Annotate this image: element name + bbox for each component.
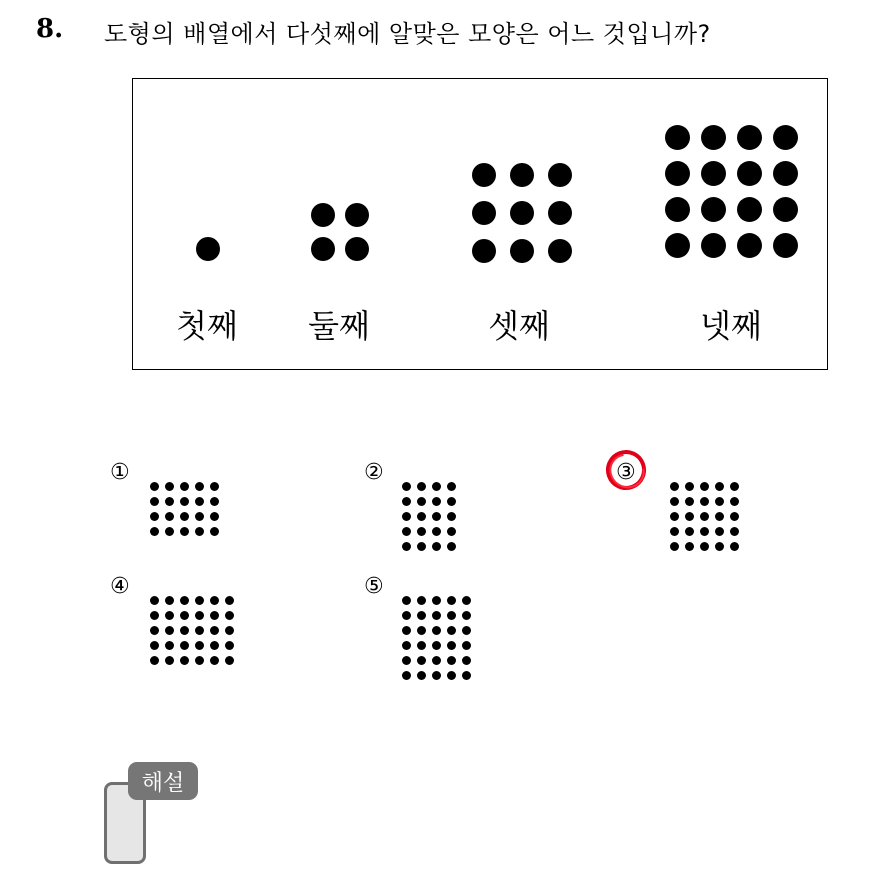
choice-3-dot bbox=[730, 527, 739, 536]
choice-5-dot bbox=[417, 611, 426, 620]
choice-2-dot bbox=[447, 512, 456, 521]
choice-2-dot bbox=[432, 482, 441, 491]
choice-1-dot bbox=[150, 527, 159, 536]
choice-5-dot bbox=[402, 671, 411, 680]
stage-4-dot bbox=[701, 161, 726, 186]
choice-4-dot bbox=[180, 641, 189, 650]
choice-1-dot bbox=[165, 497, 174, 506]
stage-4-dot bbox=[701, 197, 726, 222]
choice-1-dot bbox=[195, 512, 204, 521]
stage-4-dot bbox=[773, 161, 798, 186]
choice-2-dot bbox=[402, 527, 411, 536]
choice-5-dot bbox=[462, 626, 471, 635]
choice-4-dot bbox=[225, 656, 234, 665]
choice-4-dot bbox=[165, 596, 174, 605]
stage-label-2: 둘째 bbox=[308, 307, 370, 345]
choice-5-dot bbox=[402, 596, 411, 605]
stage-2-dot bbox=[345, 237, 369, 261]
choice-3-dot bbox=[730, 497, 739, 506]
choice-5-dot bbox=[447, 671, 456, 680]
choice-4-dot bbox=[165, 641, 174, 650]
choice-2-dot bbox=[432, 512, 441, 521]
choice-3-dot bbox=[730, 512, 739, 521]
choice-1-dot bbox=[165, 482, 174, 491]
choice-4-dot bbox=[150, 596, 159, 605]
choice-2-dot bbox=[402, 512, 411, 521]
stage-label-4: 넷째 bbox=[700, 307, 762, 345]
stage-3-dot bbox=[510, 239, 534, 263]
choice-2-dot bbox=[417, 512, 426, 521]
choice-5-dot bbox=[432, 626, 441, 635]
choice-4-dot bbox=[225, 641, 234, 650]
stage-3-dot bbox=[548, 163, 572, 187]
choice-4-dot bbox=[150, 626, 159, 635]
choice-3-dot bbox=[715, 512, 724, 521]
choice-1-dot bbox=[210, 512, 219, 521]
stage-4-dot bbox=[665, 197, 690, 222]
stage-4-dot bbox=[773, 125, 798, 150]
choice-5-dot bbox=[432, 611, 441, 620]
stage-4-dot bbox=[665, 233, 690, 258]
choice-2-number[interactable]: ② bbox=[364, 460, 384, 485]
choice-3-dot bbox=[700, 497, 709, 506]
choice-3-dot bbox=[670, 482, 679, 491]
choice-5-dot bbox=[447, 641, 456, 650]
choice-5-dot bbox=[402, 626, 411, 635]
choice-4-dot bbox=[210, 611, 219, 620]
choice-4-dot bbox=[210, 626, 219, 635]
choice-5-dot bbox=[462, 641, 471, 650]
choice-5-dot bbox=[462, 656, 471, 665]
stage-4-dot bbox=[773, 233, 798, 258]
stage-3-dot bbox=[472, 163, 496, 187]
stage-4-dot bbox=[701, 125, 726, 150]
choice-5-dot bbox=[417, 641, 426, 650]
choice-1-dot bbox=[210, 482, 219, 491]
choice-4-dot bbox=[210, 596, 219, 605]
choice-5-dot bbox=[417, 626, 426, 635]
stage-label-1: 첫째 bbox=[176, 307, 238, 345]
choice-3-dot bbox=[730, 482, 739, 491]
choice-2-dot bbox=[447, 542, 456, 551]
choice-4-dot bbox=[180, 656, 189, 665]
choice-2-dot bbox=[402, 497, 411, 506]
stage-3-dot bbox=[548, 239, 572, 263]
choice-4-dot bbox=[225, 596, 234, 605]
choice-4-dot bbox=[165, 656, 174, 665]
stage-4-dot bbox=[737, 161, 762, 186]
choice-5-dot bbox=[432, 656, 441, 665]
choice-3-dot bbox=[685, 497, 694, 506]
stage-3-dot bbox=[510, 163, 534, 187]
choice-4-dot bbox=[195, 611, 204, 620]
choice-2-dot bbox=[432, 542, 441, 551]
choice-4-dot bbox=[180, 596, 189, 605]
choice-4-dot bbox=[210, 656, 219, 665]
choice-2-dot bbox=[432, 497, 441, 506]
choice-1-dot bbox=[210, 527, 219, 536]
choice-5-dot bbox=[432, 671, 441, 680]
choice-2-dot bbox=[417, 497, 426, 506]
choice-3-dot bbox=[700, 542, 709, 551]
question-text: 도형의 배열에서 다섯째에 알맞은 모양은 어느 것입니까? bbox=[104, 20, 711, 48]
choice-1-dot bbox=[195, 497, 204, 506]
choice-5-dot bbox=[402, 611, 411, 620]
stage-4-dot bbox=[737, 197, 762, 222]
choice-4-number[interactable]: ④ bbox=[110, 574, 130, 599]
choice-3-dot bbox=[670, 527, 679, 536]
choice-5-dot bbox=[402, 656, 411, 665]
explanation-button[interactable]: 해설 bbox=[128, 762, 198, 800]
answer-mark-stroke bbox=[603, 447, 652, 495]
choice-1-dot bbox=[150, 482, 159, 491]
choice-5-dot bbox=[462, 671, 471, 680]
choice-2-dot bbox=[447, 482, 456, 491]
stage-label-3: 셋째 bbox=[488, 307, 550, 345]
choice-2-dot bbox=[432, 527, 441, 536]
choice-4-dot bbox=[180, 626, 189, 635]
stage-2-dot bbox=[311, 203, 335, 227]
choice-4-dot bbox=[165, 611, 174, 620]
choice-2-dot bbox=[402, 542, 411, 551]
choice-4-dot bbox=[165, 626, 174, 635]
choice-2-dot bbox=[417, 482, 426, 491]
stage-4-dot bbox=[737, 233, 762, 258]
choice-1-dot bbox=[150, 512, 159, 521]
choice-5-dot bbox=[447, 626, 456, 635]
pattern-box bbox=[132, 78, 828, 370]
choice-4-dot bbox=[195, 656, 204, 665]
stage-1-dot bbox=[196, 237, 220, 261]
choice-5-dot bbox=[447, 611, 456, 620]
choice-3-dot bbox=[670, 512, 679, 521]
choice-3-dot bbox=[700, 482, 709, 491]
choice-5-dot bbox=[447, 656, 456, 665]
choice-3-dot bbox=[715, 497, 724, 506]
choice-4-dot bbox=[195, 596, 204, 605]
choice-5-dot bbox=[447, 596, 456, 605]
choice-3-dot bbox=[670, 497, 679, 506]
choice-1-dot bbox=[180, 497, 189, 506]
choice-3-dot bbox=[730, 542, 739, 551]
choice-1-dot bbox=[210, 497, 219, 506]
choice-5-dot bbox=[417, 671, 426, 680]
choice-3-dot bbox=[715, 482, 724, 491]
choice-2-dot bbox=[417, 527, 426, 536]
choice-2-dot bbox=[447, 527, 456, 536]
stage-4-dot bbox=[701, 233, 726, 258]
choice-4-dot bbox=[225, 611, 234, 620]
choice-4-dot bbox=[150, 656, 159, 665]
stage-2-dot bbox=[311, 237, 335, 261]
choice-4-dot bbox=[225, 626, 234, 635]
choice-5-number[interactable]: ⑤ bbox=[364, 574, 384, 599]
choice-4-dot bbox=[210, 641, 219, 650]
stage-4-dot bbox=[665, 125, 690, 150]
stage-4-dot bbox=[773, 197, 798, 222]
choice-2-dot bbox=[402, 482, 411, 491]
question-number: 8. bbox=[36, 14, 64, 44]
choice-3-dot bbox=[715, 527, 724, 536]
choice-1-dot bbox=[195, 527, 204, 536]
choice-1-dot bbox=[165, 527, 174, 536]
choice-3-number[interactable]: ③ bbox=[616, 460, 636, 485]
stage-3-dot bbox=[548, 201, 572, 225]
choice-2-dot bbox=[417, 542, 426, 551]
choice-2-dot bbox=[447, 497, 456, 506]
choice-3-dot bbox=[685, 527, 694, 536]
choice-1-dot bbox=[195, 482, 204, 491]
choice-5-dot bbox=[417, 596, 426, 605]
choice-1-number[interactable]: ① bbox=[110, 460, 130, 485]
choice-4-dot bbox=[195, 641, 204, 650]
choice-4-dot bbox=[150, 641, 159, 650]
choice-3-dot bbox=[700, 527, 709, 536]
choice-5-dot bbox=[432, 641, 441, 650]
explanation-widget[interactable] bbox=[100, 760, 210, 870]
choice-3-dot bbox=[685, 542, 694, 551]
choice-3-dot bbox=[685, 512, 694, 521]
choice-1-dot bbox=[150, 497, 159, 506]
choice-5-dot bbox=[462, 596, 471, 605]
choice-3-dot bbox=[700, 512, 709, 521]
stage-3-dot bbox=[510, 201, 534, 225]
choice-4-dot bbox=[180, 611, 189, 620]
choice-4-dot bbox=[150, 611, 159, 620]
choice-4-dot bbox=[195, 626, 204, 635]
stage-2-dot bbox=[345, 203, 369, 227]
choice-5-dot bbox=[402, 641, 411, 650]
stage-3-dot bbox=[472, 201, 496, 225]
stage-3-dot bbox=[472, 239, 496, 263]
choice-5-dot bbox=[432, 596, 441, 605]
choice-1-dot bbox=[165, 512, 174, 521]
choice-1-dot bbox=[180, 482, 189, 491]
stage-4-dot bbox=[665, 161, 690, 186]
choice-5-dot bbox=[462, 611, 471, 620]
choice-1-dot bbox=[180, 527, 189, 536]
choice-3-dot bbox=[670, 542, 679, 551]
choice-1-dot bbox=[180, 512, 189, 521]
choice-5-dot bbox=[417, 656, 426, 665]
choice-3-dot bbox=[685, 482, 694, 491]
choice-3-dot bbox=[715, 542, 724, 551]
stage-4-dot bbox=[737, 125, 762, 150]
